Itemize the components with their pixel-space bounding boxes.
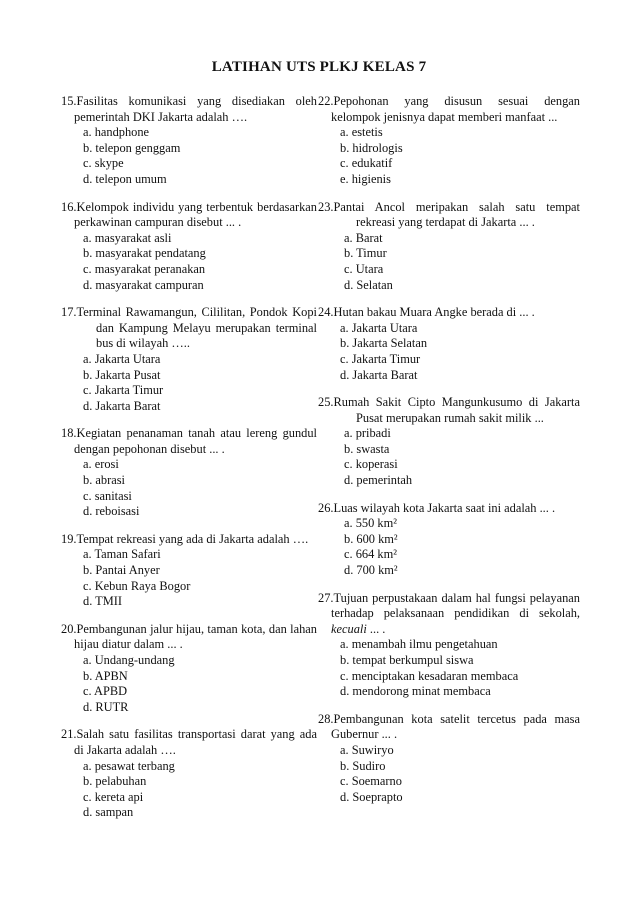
option-a: a. handphone [83, 125, 150, 140]
question-text: Pantai Ancol meripakan salah satu tempat rekreasi yang terdapat di Jakarta ... . [333, 199, 580, 230]
question-stem [318, 501, 580, 517]
question-number: 26. [318, 500, 334, 515]
question-stem [61, 305, 317, 352]
option-a: a. Jakarta Utara [340, 320, 418, 335]
option-d: d. reboisasi [83, 504, 140, 519]
question-21 [61, 727, 317, 821]
question-18 [61, 426, 317, 520]
question-number: 19. [61, 531, 77, 546]
option-e: e. higienis [340, 171, 391, 186]
question-stem [61, 532, 317, 548]
question-24 [318, 305, 580, 383]
option-b: b. Sudiro [340, 758, 386, 773]
option-c: c. masyarakat peranakan [83, 261, 206, 276]
option-d: d. Soeprapto [340, 789, 403, 804]
question-number: 16. [61, 199, 77, 214]
question-text: Pembangunan kota satelit tercetus pada masa Gubernur ... . [331, 711, 580, 742]
question-27 [318, 591, 580, 700]
question-19 [61, 532, 317, 610]
question-22 [318, 94, 580, 188]
option-d: d. 700 km² [344, 563, 398, 578]
option-c: c. koperasi [344, 457, 398, 472]
option-c: c. sanitasi [83, 488, 132, 503]
option-b: b. telepon genggam [83, 140, 181, 155]
option-a: a. masyarakat asli [83, 230, 172, 245]
option-c: c. Soemarno [340, 774, 402, 789]
question-stem [318, 305, 580, 321]
question-number: 21. [61, 727, 77, 742]
question-stem [318, 94, 580, 125]
option-d: d. mendorong minat membaca [340, 684, 491, 699]
option-c: c. Jakarta Timur [83, 383, 164, 398]
question-stem [318, 395, 580, 426]
option-a: a. menambah ilmu pengetahuan [340, 637, 498, 652]
question-17 [61, 305, 317, 414]
question-text: Rumah Sakit Cipto Mangunkusumo di Jakarta Pusat merupakan rumah sakit milik ... [333, 395, 580, 425]
question-28 [318, 712, 580, 806]
question-number: 17. [61, 305, 77, 320]
option-a: a. Barat [344, 230, 383, 245]
right-question-column [318, 94, 580, 817]
question-stem [61, 200, 317, 231]
option-c: c. Kebun Raya Bogor [83, 578, 191, 593]
page-title: LATIHAN UTS PLKJ KELAS 7 [211, 59, 427, 75]
question-23 [318, 200, 580, 294]
question-text: Pembangunan jalur hijau, taman kota, dan lahan hijau diatur dalam ... . [74, 621, 317, 652]
option-d: d. masyarakat campuran [83, 277, 204, 292]
question-number: 27. [318, 590, 334, 605]
option-d: d. Jakarta Barat [83, 398, 161, 413]
option-a: a. pesawat terbang [83, 758, 175, 773]
option-c: c. 664 km² [344, 547, 397, 562]
question-stem [318, 712, 580, 743]
question-number: 20. [61, 621, 77, 636]
question-number: 25. [318, 395, 334, 410]
option-b: b. APBN [83, 668, 128, 683]
option-c: c. edukatif [340, 156, 393, 171]
option-a: a. Taman Safari [83, 547, 161, 562]
question-text: Tujuan perpustakaan dalam hal fungsi pelayanan terhadap pelaksanaan pendidikan di sekolah, [331, 590, 580, 621]
question-stem [61, 426, 317, 457]
option-a: a. 550 km² [344, 516, 397, 531]
option-b: b. swasta [344, 441, 390, 456]
option-a: a. pribadi [344, 426, 391, 441]
option-d: d. Jakarta Barat [340, 367, 418, 382]
option-d: d. pemerintah [344, 473, 413, 488]
question-stem [318, 591, 580, 638]
option-d: d. telepon umum [83, 171, 167, 186]
option-d: d. TMII [83, 594, 123, 609]
option-b: b. Jakarta Selatan [340, 336, 428, 351]
option-b: b. hidrologis [340, 140, 403, 155]
option-b: b. Timur [344, 246, 387, 261]
option-a: a. Suwiryo [340, 742, 394, 757]
option-a: a. Undang-undang [83, 653, 175, 667]
question-stem [61, 727, 317, 758]
question-text: Terminal Rawamangun, Cililitan, Pondok Kopi dan Kampung Melayu merupakan terminal bus di wilayah ….. [76, 305, 317, 351]
option-b: b. masyarakat pendatang [83, 246, 206, 261]
question-number: 28. [318, 711, 334, 726]
question-text: Kegiatan penanaman tanah atau lereng gundul dengan pepohonan disebut ... . [74, 426, 317, 456]
question-number: 18. [61, 426, 77, 441]
question-stem [61, 94, 317, 125]
question-15 [61, 94, 317, 188]
question-text-end: ... . [366, 621, 386, 636]
question-25 [318, 395, 580, 489]
question-text: Kelompok individu yang terbentuk berdasarkan perkawinan campuran disebut ... . [74, 199, 317, 230]
question-26 [318, 501, 580, 579]
question-text: Hutan bakau Muara Angke berada di ... . [333, 305, 535, 320]
option-b: b. Pantai Anyer [83, 563, 160, 578]
option-b: b. Jakarta Pusat [83, 367, 161, 382]
option-b: b. 600 km² [344, 531, 398, 546]
question-number: 15. [61, 94, 77, 108]
option-a: a. Jakarta Utara [83, 351, 161, 366]
question-number: 23. [318, 199, 334, 214]
question-stem [318, 200, 580, 231]
question-number: 24. [318, 305, 334, 320]
option-c: c. APBD [83, 684, 128, 699]
question-16 [61, 200, 317, 294]
question-text: Luas wilayah kota Jakarta saat ini adalah ... . [333, 500, 556, 515]
question-text: Tempat rekreasi yang ada di Jakarta adalah …. [76, 531, 309, 546]
option-c: c. Utara [344, 261, 384, 276]
option-d: d. Selatan [344, 277, 393, 292]
option-c: c. skype [83, 156, 124, 171]
question-stem [61, 622, 317, 653]
option-b: b. tempat berkumpul siswa [340, 653, 474, 667]
option-b: b. abrasi [83, 473, 125, 488]
option-a: a. erosi [83, 457, 119, 472]
question-text-italic: kecuali [331, 621, 367, 636]
option-c: c. menciptakan kesadaran membaca [340, 668, 519, 683]
option-d: d. sampan [83, 805, 134, 820]
option-b: b. pelabuhan [83, 774, 147, 789]
question-text: Pepohonan yang disusun sesuai dengan kelompok jenisnya dapat memberi manfaat ... [331, 94, 580, 124]
question-20 [61, 622, 317, 716]
question-text: Fasilitas komunikasi yang disediakan oleh pemerintah DKI Jakarta adalah …. [74, 94, 317, 124]
option-d: d. RUTR [83, 699, 129, 714]
question-number: 22. [318, 94, 334, 108]
option-a: a. estetis [340, 125, 383, 140]
option-c: c. kereta api [83, 789, 144, 804]
option-c: c. Jakarta Timur [340, 351, 421, 366]
left-question-column [61, 94, 317, 833]
question-text: Salah satu fasilitas transportasi darat yang ada di Jakarta adalah …. [74, 727, 317, 757]
